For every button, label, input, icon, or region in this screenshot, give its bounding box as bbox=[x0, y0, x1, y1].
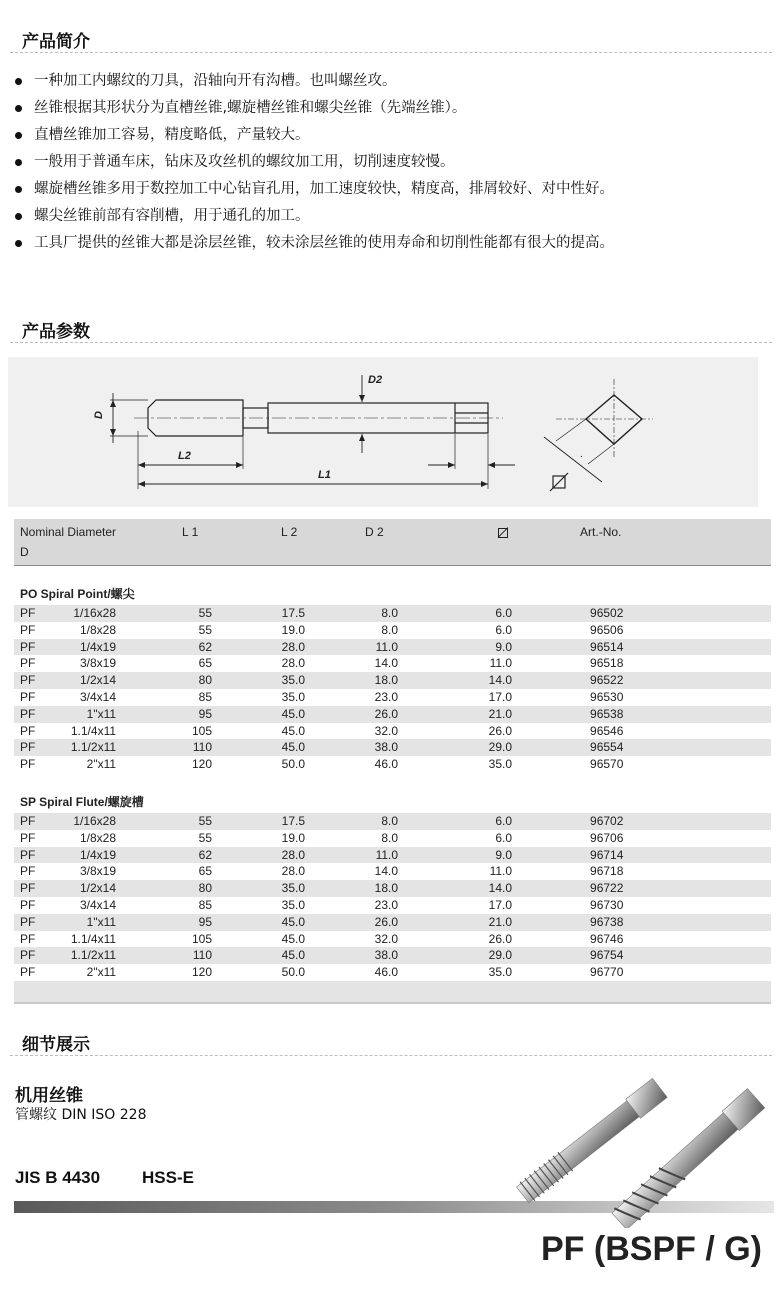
cell-size: 3/8x19 bbox=[80, 864, 117, 879]
cell-square: 6.0 bbox=[402, 813, 516, 830]
cell-l1: 110 bbox=[120, 947, 216, 964]
cell-l2: 45.0 bbox=[216, 739, 309, 756]
bullet-icon bbox=[15, 105, 22, 112]
col-header-d2: D 2 bbox=[309, 519, 402, 543]
cell-spacer bbox=[516, 880, 578, 897]
table-row bbox=[14, 914, 771, 931]
cell-l2: 17.5 bbox=[216, 605, 309, 622]
tap-technical-drawing bbox=[8, 357, 758, 507]
dim-label-d: D bbox=[93, 411, 105, 419]
cell-series: PF bbox=[14, 639, 43, 656]
table-row bbox=[14, 622, 771, 639]
cell-l1: 65 bbox=[198, 656, 213, 671]
table-row bbox=[14, 689, 771, 706]
cell-l1: 105 bbox=[192, 931, 213, 946]
bullet-icon bbox=[15, 240, 22, 247]
cell-spacer bbox=[516, 830, 578, 847]
cell-square: 11.0 bbox=[489, 656, 513, 671]
cell-square: 9.0 bbox=[402, 847, 516, 864]
cell-size: 3/4x14 bbox=[80, 897, 117, 912]
cell-series: PF bbox=[14, 605, 43, 622]
section-title-params: 产品参数 bbox=[22, 322, 90, 342]
cell-art-no: 96714 bbox=[578, 847, 771, 864]
cell-art-no: 96702 bbox=[578, 813, 771, 830]
table-row bbox=[14, 880, 771, 897]
cell-l2: 50.0 bbox=[281, 965, 306, 980]
cell-square: 29.0 bbox=[402, 947, 516, 964]
cell-l2: 28.0 bbox=[216, 639, 309, 656]
cell-square: 14.0 bbox=[402, 672, 516, 689]
cell-size: 1/16x28 bbox=[43, 605, 120, 622]
table-row bbox=[14, 897, 771, 914]
cell-spacer bbox=[516, 672, 578, 689]
cell-art-no: 96754 bbox=[578, 947, 771, 964]
cell-d2: 11.0 bbox=[309, 847, 402, 864]
bullet-icon bbox=[15, 78, 22, 85]
cell-spacer bbox=[516, 914, 578, 931]
cell-series: PF bbox=[20, 897, 36, 912]
col-header-square bbox=[402, 519, 516, 543]
cell-series: PF bbox=[14, 739, 43, 756]
product-thread-type: PF (BSPF / G) bbox=[541, 1230, 762, 1268]
cell-size: 1.1/4x11 bbox=[70, 931, 117, 946]
cell-l1: 120 bbox=[192, 965, 213, 980]
col-header-l2: L 2 bbox=[216, 519, 309, 543]
cell-art-no: 96730 bbox=[590, 897, 624, 912]
cell-size: 1.1/2x11 bbox=[43, 947, 120, 964]
cell-l1: 55 bbox=[120, 605, 216, 622]
cell-d2: 26.0 bbox=[309, 914, 402, 931]
bullet-icon bbox=[15, 213, 22, 220]
table-row bbox=[14, 847, 771, 864]
cell-square: 21.0 bbox=[402, 914, 516, 931]
cell-square: 11.0 bbox=[489, 864, 513, 879]
section-divider bbox=[10, 52, 772, 53]
cell-d2: 11.0 bbox=[309, 639, 402, 656]
tap-product-image bbox=[470, 1078, 770, 1228]
cell-spacer bbox=[516, 605, 578, 622]
cell-series: PF bbox=[20, 622, 36, 637]
cell-d2: 14.0 bbox=[374, 656, 399, 671]
col-header-l1: L 1 bbox=[120, 519, 216, 543]
cell-series: PF bbox=[20, 931, 36, 946]
cell-art-no: 96546 bbox=[590, 723, 624, 738]
cell-l2: 28.0 bbox=[216, 847, 309, 864]
cell-spacer bbox=[516, 639, 578, 656]
section-divider bbox=[10, 342, 772, 343]
cell-series: PF bbox=[14, 813, 43, 830]
cell-square: 26.0 bbox=[488, 723, 513, 738]
product-subtitle: 管螺纹 DIN ISO 228 bbox=[15, 1107, 147, 1123]
cell-l1: 85 bbox=[198, 689, 213, 704]
svg-text:.: . bbox=[580, 449, 583, 460]
cell-art-no: 96502 bbox=[578, 605, 771, 622]
cell-size: 1/16x28 bbox=[43, 813, 120, 830]
cell-art-no: 96514 bbox=[578, 639, 771, 656]
cell-square: 9.0 bbox=[402, 639, 516, 656]
cell-size: 1/4x19 bbox=[43, 847, 120, 864]
cell-spacer bbox=[516, 964, 578, 981]
intro-item: 丝锥根据其形状分为直槽丝锥,螺旋槽丝锥和螺尖丝锥（先端丝锥）。 bbox=[14, 95, 614, 122]
table-row bbox=[14, 813, 771, 830]
cell-l1: 95 bbox=[120, 706, 216, 723]
cell-series: PF bbox=[20, 656, 36, 671]
dim-label-l2: L2 bbox=[178, 450, 191, 462]
cell-d2: 8.0 bbox=[381, 830, 399, 845]
square-symbol-icon bbox=[550, 473, 568, 491]
cell-square: 6.0 bbox=[402, 605, 516, 622]
cell-l2: 28.0 bbox=[281, 864, 306, 879]
cell-l2: 45.0 bbox=[216, 706, 309, 723]
cell-series: PF bbox=[20, 757, 36, 772]
cell-d2: 46.0 bbox=[374, 757, 399, 772]
cell-size: 1/8x28 bbox=[80, 830, 117, 845]
square-symbol-icon bbox=[498, 528, 508, 538]
cell-series: PF bbox=[20, 864, 36, 879]
table-row bbox=[14, 739, 771, 756]
spec-table bbox=[14, 519, 771, 1004]
cell-d2: 23.0 bbox=[374, 897, 399, 912]
cell-art-no: 96706 bbox=[590, 830, 624, 845]
cell-d2: 8.0 bbox=[309, 813, 402, 830]
intro-item: 工具厂提供的丝锥大都是涂层丝锥，较未涂层丝锥的使用寿命和切削性能都有很大的提高。 bbox=[14, 230, 614, 257]
bullet-icon bbox=[15, 132, 22, 139]
cell-series: PF bbox=[14, 914, 43, 931]
cell-l1: 55 bbox=[120, 813, 216, 830]
cell-d2: 26.0 bbox=[309, 706, 402, 723]
cell-art-no: 96518 bbox=[590, 656, 624, 671]
table-row bbox=[14, 639, 771, 656]
cell-size: 1.1/2x11 bbox=[43, 739, 120, 756]
cell-size: 1/2x14 bbox=[43, 672, 120, 689]
cell-art-no: 96722 bbox=[578, 880, 771, 897]
product-material: HSS-E bbox=[142, 1168, 194, 1187]
table-row bbox=[14, 964, 771, 981]
cell-spacer bbox=[516, 847, 578, 864]
cell-series: PF bbox=[14, 880, 43, 897]
cell-spacer bbox=[516, 655, 578, 672]
cell-series: PF bbox=[20, 723, 36, 738]
cell-art-no: 96746 bbox=[590, 931, 624, 946]
cell-size: 1/4x19 bbox=[43, 639, 120, 656]
cell-art-no: 96538 bbox=[578, 706, 771, 723]
cell-l1: 105 bbox=[192, 723, 213, 738]
cell-spacer bbox=[516, 622, 578, 639]
table-row bbox=[14, 756, 771, 773]
bullet-icon bbox=[15, 159, 22, 166]
cell-art-no: 96570 bbox=[590, 757, 624, 772]
table-row bbox=[14, 931, 771, 948]
cell-l1: 85 bbox=[198, 897, 213, 912]
cell-l1: 120 bbox=[192, 757, 213, 772]
product-name: 机用丝锥 bbox=[15, 1086, 83, 1106]
cell-square: 26.0 bbox=[488, 931, 513, 946]
table-row bbox=[14, 655, 771, 672]
cell-series: PF bbox=[20, 830, 36, 845]
group-header-row bbox=[14, 583, 771, 605]
cell-series: PF bbox=[14, 847, 43, 864]
table-row bbox=[14, 830, 771, 847]
cell-art-no: 96718 bbox=[590, 864, 624, 879]
cell-d2: 23.0 bbox=[374, 689, 399, 704]
cell-l2: 17.5 bbox=[216, 813, 309, 830]
group-name: PO Spiral Point/螺尖 bbox=[20, 587, 135, 601]
intro-item: 一种加工内螺纹的刀具，沿轴向开有沟槽。也叫螺丝攻。 bbox=[14, 68, 614, 95]
cell-l2: 45.0 bbox=[281, 931, 306, 946]
cell-d2: 32.0 bbox=[374, 723, 399, 738]
cell-size: 2"x11 bbox=[86, 965, 117, 980]
tap-drawing-svg bbox=[8, 357, 758, 507]
table-row bbox=[14, 723, 771, 740]
cell-l1: 80 bbox=[120, 672, 216, 689]
cell-l1: 80 bbox=[120, 880, 216, 897]
cell-l1: 110 bbox=[120, 739, 216, 756]
cell-spacer bbox=[516, 723, 578, 740]
cell-l2: 35.0 bbox=[281, 897, 306, 912]
cell-spacer bbox=[516, 897, 578, 914]
cell-l1: 62 bbox=[120, 847, 216, 864]
section-title-detail: 细节展示 bbox=[22, 1035, 90, 1055]
cell-d2: 46.0 bbox=[374, 965, 399, 980]
cell-l2: 45.0 bbox=[216, 914, 309, 931]
cell-series: PF bbox=[14, 672, 43, 689]
cell-art-no: 96738 bbox=[578, 914, 771, 931]
table-row bbox=[14, 947, 771, 964]
table-row bbox=[14, 672, 771, 689]
cell-series: PF bbox=[14, 947, 43, 964]
intro-item: 直槽丝锥加工容易，精度略低，产量较大。 bbox=[14, 122, 614, 149]
cell-series: PF bbox=[20, 689, 36, 704]
cell-size: 2"x11 bbox=[86, 757, 117, 772]
cell-l1: 55 bbox=[198, 830, 213, 845]
cell-square: 21.0 bbox=[402, 706, 516, 723]
cell-spacer bbox=[516, 689, 578, 706]
cell-l2: 28.0 bbox=[281, 656, 306, 671]
intro-list bbox=[14, 68, 614, 257]
cell-size: 3/4x14 bbox=[80, 689, 117, 704]
cell-d2: 8.0 bbox=[309, 605, 402, 622]
cell-square: 14.0 bbox=[402, 880, 516, 897]
cell-square: 6.0 bbox=[495, 622, 513, 637]
cell-l1: 95 bbox=[120, 914, 216, 931]
cell-spacer bbox=[516, 863, 578, 880]
cell-l2: 35.0 bbox=[216, 880, 309, 897]
cell-l2: 19.0 bbox=[281, 830, 306, 845]
cell-d2: 8.0 bbox=[381, 622, 399, 637]
cell-size: 1"x11 bbox=[43, 706, 120, 723]
intro-item: 一般用于普通车床，钻床及攻丝机的螺纹加工用，切削速度较慢。 bbox=[14, 149, 614, 176]
spec-table-body bbox=[14, 565, 771, 1003]
intro-item: 螺旋槽丝锥多用于数控加工中心钻盲孔用，加工速度较快，精度高，排屑较好、对中性好。 bbox=[14, 176, 614, 203]
cell-square: 35.0 bbox=[488, 965, 513, 980]
cell-size: 1"x11 bbox=[43, 914, 120, 931]
col-header-nominal-diameter-line2: D bbox=[14, 543, 771, 565]
cell-spacer bbox=[516, 931, 578, 948]
col-header-art-no: Art.-No. bbox=[578, 519, 771, 543]
cell-art-no: 96770 bbox=[590, 965, 624, 980]
dim-label-d2: D2 bbox=[368, 374, 383, 386]
cell-size: 1/2x14 bbox=[43, 880, 120, 897]
cell-art-no: 96554 bbox=[578, 739, 771, 756]
cell-d2: 38.0 bbox=[309, 947, 402, 964]
cell-square: 6.0 bbox=[495, 830, 513, 845]
cell-l1: 55 bbox=[198, 622, 213, 637]
group-header-row bbox=[14, 791, 771, 813]
cell-spacer bbox=[516, 813, 578, 830]
cell-l2: 45.0 bbox=[216, 947, 309, 964]
table-header-row bbox=[14, 519, 771, 543]
bullet-icon bbox=[15, 186, 22, 193]
group-name: SP Spiral Flute/螺旋槽 bbox=[20, 794, 144, 809]
cell-d2: 38.0 bbox=[309, 739, 402, 756]
cell-spacer bbox=[516, 756, 578, 773]
table-row bbox=[14, 605, 771, 622]
cell-size: 1.1/4x11 bbox=[70, 723, 117, 738]
cell-l2: 50.0 bbox=[281, 757, 306, 772]
cell-l1: 62 bbox=[120, 639, 216, 656]
section-divider bbox=[10, 1055, 772, 1056]
cell-spacer bbox=[516, 739, 578, 756]
cell-l1: 65 bbox=[198, 864, 213, 879]
cell-size: 1/8x28 bbox=[80, 622, 117, 637]
cell-series: PF bbox=[14, 706, 43, 723]
table-row bbox=[14, 706, 771, 723]
product-standard: JIS B 4430 bbox=[15, 1168, 101, 1187]
intro-item: 螺尖丝锥前部有容削槽，用于通孔的加工。 bbox=[14, 203, 614, 230]
cell-spacer bbox=[516, 947, 578, 964]
cell-spacer bbox=[516, 706, 578, 723]
cell-square: 17.0 bbox=[488, 897, 513, 912]
cell-square: 35.0 bbox=[488, 757, 513, 772]
table-row bbox=[14, 863, 771, 880]
cell-d2: 32.0 bbox=[374, 931, 399, 946]
cell-l2: 35.0 bbox=[216, 672, 309, 689]
cell-l2: 19.0 bbox=[281, 622, 306, 637]
cell-art-no: 96530 bbox=[590, 689, 624, 704]
cell-l2: 45.0 bbox=[281, 723, 306, 738]
cell-square: 17.0 bbox=[488, 689, 513, 704]
cell-d2: 18.0 bbox=[309, 672, 402, 689]
cell-series: PF bbox=[20, 965, 36, 980]
cell-size: 3/8x19 bbox=[80, 656, 117, 671]
cell-art-no: 96506 bbox=[590, 622, 624, 637]
section-title-intro: 产品简介 bbox=[22, 32, 90, 52]
col-header-nominal-diameter: Nominal Diameter bbox=[14, 519, 120, 543]
cell-d2: 14.0 bbox=[374, 864, 399, 879]
cell-art-no: 96522 bbox=[578, 672, 771, 689]
cell-square: 29.0 bbox=[402, 739, 516, 756]
dim-label-l1: L1 bbox=[318, 469, 331, 481]
cell-l2: 35.0 bbox=[281, 689, 306, 704]
cell-d2: 18.0 bbox=[309, 880, 402, 897]
